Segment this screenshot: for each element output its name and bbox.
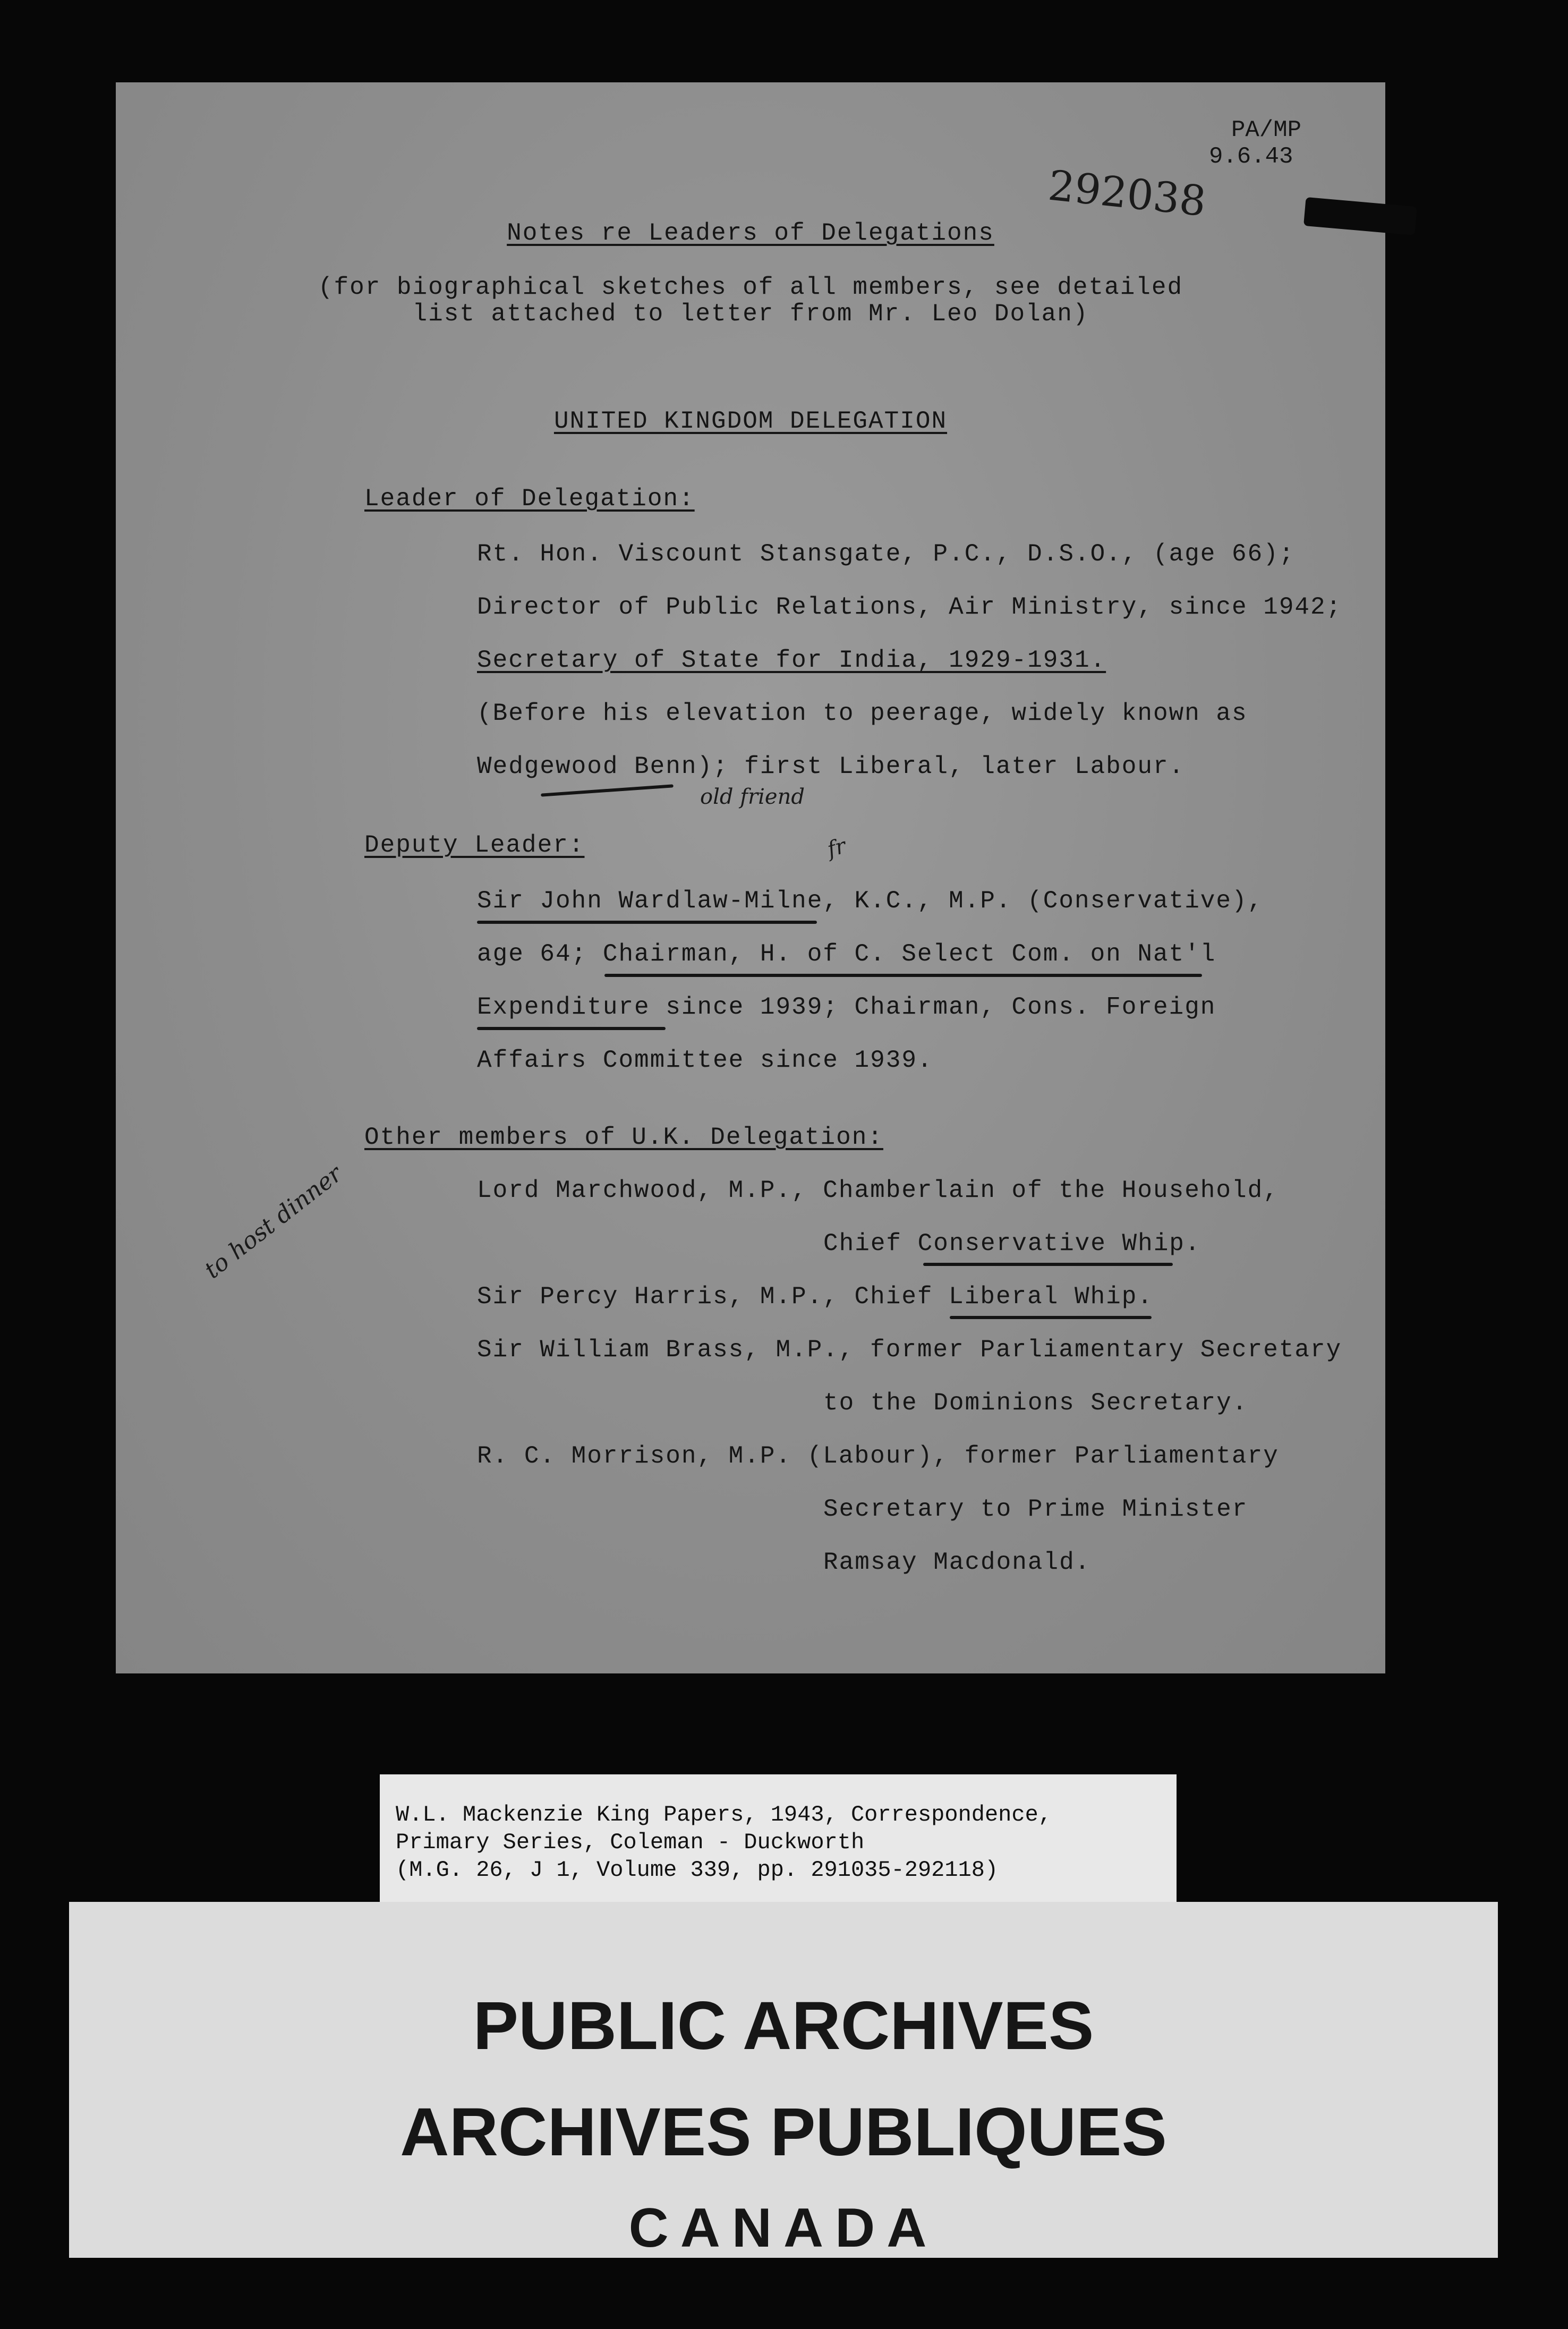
leader-line-1: Rt. Hon. Viscount Stansgate, P.C., D.S.O., (age 66); xyxy=(477,540,1295,568)
document-title: Notes re Leaders of Delegations xyxy=(507,219,994,247)
banner-line-2: ARCHIVES PUBLIQUES xyxy=(400,2094,1167,2170)
document-page xyxy=(116,82,1385,1673)
stamp-code: PA/MP xyxy=(1231,117,1302,143)
stamp-date: 9.6.43 xyxy=(1209,143,1293,170)
leader-line-4: (Before his elevation to peerage, widely known as xyxy=(477,700,1248,727)
deputy-line-4: Affairs Committee since 1939. xyxy=(477,1047,933,1074)
underline-mark xyxy=(950,1316,1152,1319)
others-heading: Other members of U.K. Delegation: xyxy=(364,1124,883,1151)
handwritten-margin-note: to host dinner xyxy=(199,1160,347,1285)
deputy-line-1: Sir John Wardlaw-Milne, K.C., M.P. (Conservative), xyxy=(477,887,1264,915)
underline-mark xyxy=(923,1263,1173,1266)
leader-heading: Leader of Delegation: xyxy=(364,485,695,513)
label-line-1: W.L. Mackenzie King Papers, 1943, Correspondence, xyxy=(396,1802,1052,1828)
banner-line-3: CANADA xyxy=(628,2197,939,2259)
others-line-3: Sir Percy Harris, M.P., Chief Liberal Whip. xyxy=(477,1283,1153,1311)
underline-mark xyxy=(477,1027,666,1030)
subtitle-line-2: list attached to letter from Mr. Leo Dolan) xyxy=(412,300,1089,328)
others-line-7: Secretary to Prime Minister xyxy=(823,1495,1248,1523)
page-number: 292038 xyxy=(1046,162,1208,226)
archive-banner xyxy=(69,1902,1498,2258)
section-heading: UNITED KINGDOM DELEGATION xyxy=(553,407,948,435)
deputy-line-2: age 64; Chairman, H. of C. Select Com. on Nat'l xyxy=(477,940,1216,968)
archive-reference-label xyxy=(380,1774,1177,1902)
label-line-2: Primary Series, Coleman - Duckworth xyxy=(396,1830,865,1855)
banner-line-1: PUBLIC ARCHIVES xyxy=(473,1988,1094,2064)
label-line-3: (M.G. 26, J 1, Volume 339, pp. 291035-292118) xyxy=(396,1857,999,1883)
leader-line-2: Director of Public Relations, Air Ministry, since 1942; xyxy=(477,593,1342,621)
underline-mark xyxy=(604,974,1202,977)
handwritten-note-fr: fr xyxy=(824,834,849,862)
others-line-6: R. C. Morrison, M.P. (Labour), former Parliamentary xyxy=(477,1442,1279,1470)
handwritten-underline xyxy=(541,784,674,796)
others-line-4: Sir William Brass, M.P., former Parliamentary Secretary xyxy=(477,1336,1342,1364)
leader-line-3: Secretary of State for India, 1929-1931. xyxy=(477,647,1106,674)
underline-mark xyxy=(477,921,817,924)
others-line-2: Chief Conservative Whip. xyxy=(823,1230,1201,1257)
others-line-8: Ramsay Macdonald. xyxy=(823,1549,1091,1576)
deputy-line-3: Expenditure since 1939; Chairman, Cons. Foreign xyxy=(477,993,1216,1021)
leader-line-5: Wedgewood Benn); first Liberal, later Labour. xyxy=(477,753,1185,780)
handwritten-note-old-friend: old friend xyxy=(700,785,805,809)
subtitle-line-1: (for biographical sketches of all members, see detailed xyxy=(318,274,1183,301)
others-line-5: to the Dominions Secretary. xyxy=(823,1389,1248,1417)
deputy-heading: Deputy Leader: xyxy=(364,831,585,859)
others-line-1: Lord Marchwood, M.P., Chamberlain of the Household, xyxy=(477,1177,1279,1204)
